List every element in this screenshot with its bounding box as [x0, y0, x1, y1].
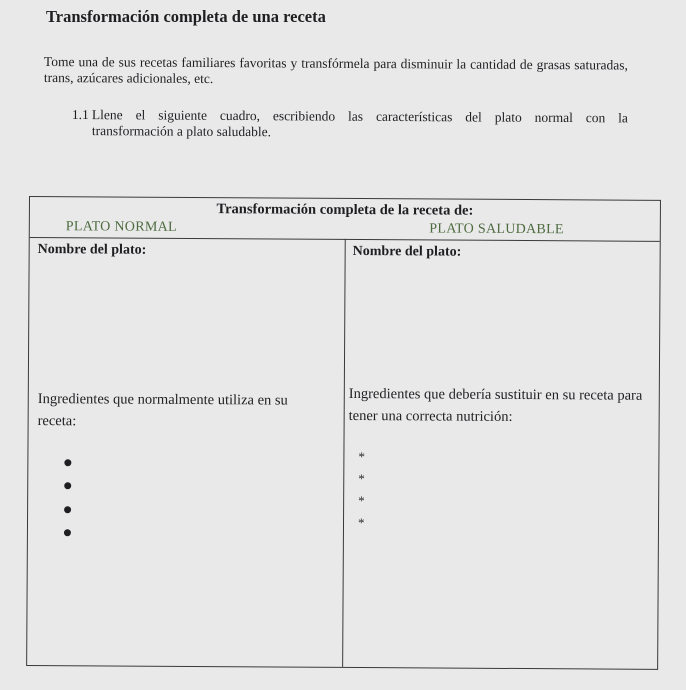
recipe-table: [26, 196, 661, 670]
normal-ingredients-cell[interactable]: [38, 388, 330, 434]
instruction-line-2: transformación a plato saludable.: [91, 123, 272, 140]
instruction-paragraph: [72, 107, 628, 142]
table-title: Transformación completa de la receta de:: [216, 201, 474, 219]
column-header-saludable: PLATO SALUDABLE: [429, 221, 564, 238]
list-asterisk: *: [358, 471, 365, 487]
list-bullet: [64, 482, 71, 489]
instruction-number: 1.1: [71, 107, 89, 123]
column-divider: [342, 239, 346, 667]
list-bullet: [64, 459, 71, 466]
table-header: [30, 197, 660, 242]
normal-name-label: Nombre del plato:: [37, 242, 147, 258]
list-bullet: [64, 529, 71, 536]
list-asterisk: *: [358, 449, 365, 465]
normal-ingredients-label: Ingredientes que normalmente utiliza en su receta:: [37, 391, 288, 430]
intro-paragraph: Tome una de sus recetas familiares favoritas y transfórmela para disminuir la cantidad de grasas saturadas, trans, azúcares adicionales, etc.: [43, 54, 628, 87]
instruction-text-1: Llene el siguiente cuadro, escribiendo las características del plato normal con la: [91, 107, 628, 126]
list-asterisk: *: [358, 493, 365, 509]
saludable-ingredients-cell[interactable]: [348, 383, 649, 531]
saludable-name-cell[interactable]: [353, 242, 653, 262]
column-header-normal: PLATO NORMAL: [65, 219, 177, 235]
page-title: Transformación completa de una receta: [46, 7, 326, 26]
list-bullet: [64, 506, 71, 513]
list-asterisk: *: [357, 515, 365, 531]
normal-name-cell[interactable]: [38, 240, 338, 260]
saludable-ingredients-label: Ingredientes que debería sustituir en su receta para tener una correcta nutrición:: [348, 385, 643, 425]
saludable-name-label: Nombre del plato:: [352, 243, 462, 260]
